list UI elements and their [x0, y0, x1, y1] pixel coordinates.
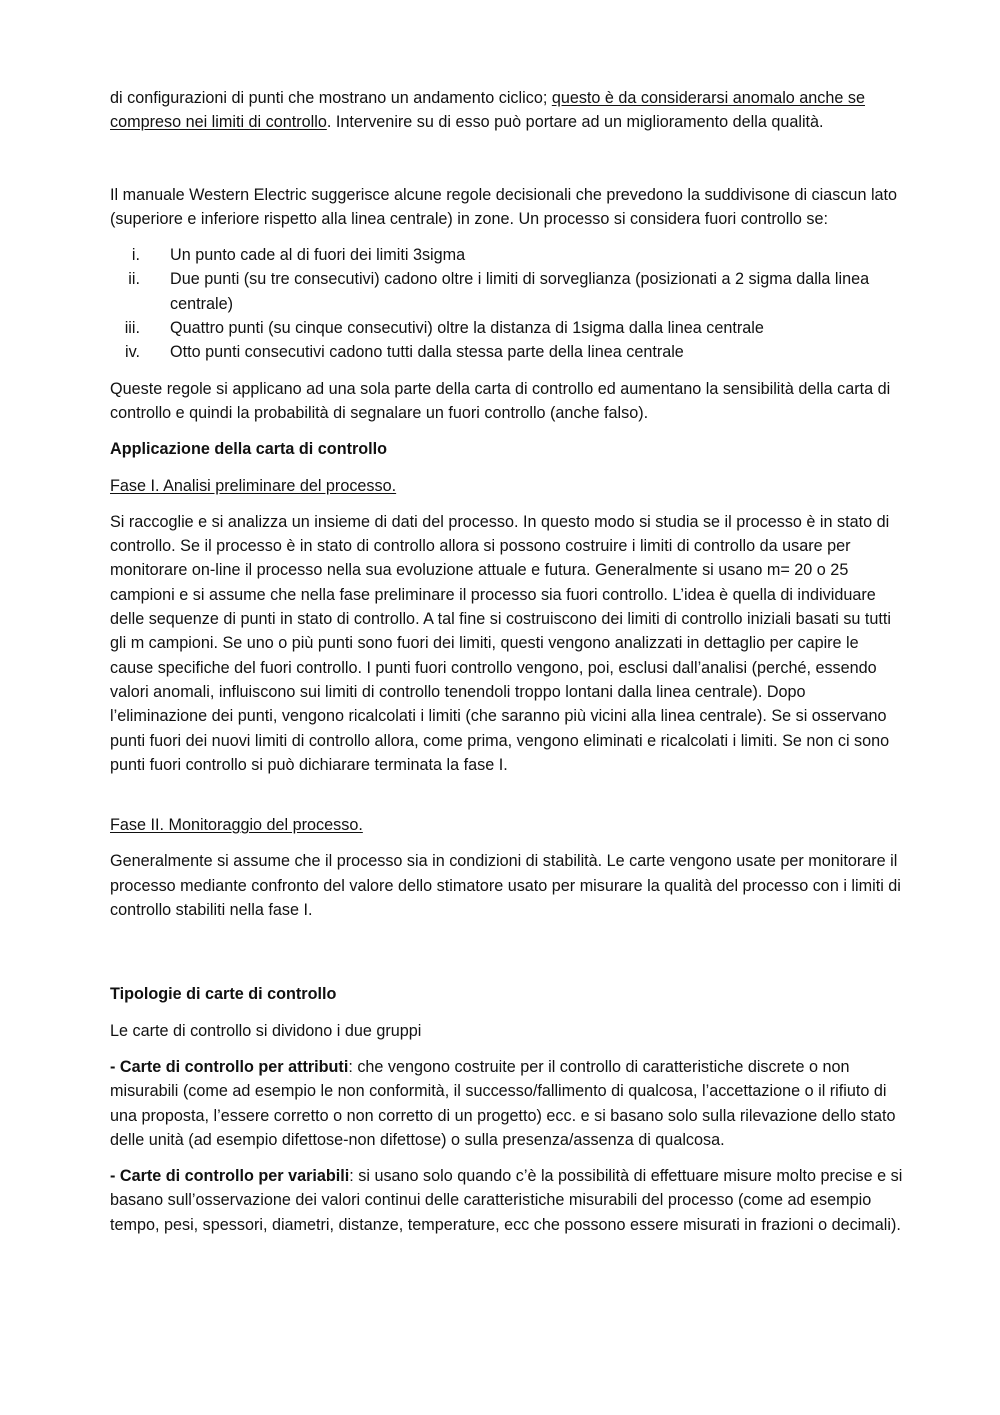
rules-list — [110, 243, 905, 364]
fase1-title: Fase I. Analisi preliminare del processo. — [110, 476, 397, 495]
document-page — [110, 86, 905, 1249]
rules-closing-paragraph: Queste regole si applicano ad una sola parte della carta di controllo ed aumentano la sensibilità della carta di controllo e quindi la probabilità di segnalare un fuori controllo (anche falso). — [110, 379, 891, 422]
attributi-paragraph — [110, 1055, 905, 1152]
intro-text-after: . Intervenire su di esso può portare ad un miglioramento della qualità. — [326, 113, 824, 132]
rule-item — [110, 316, 905, 340]
fase2-paragraph: Generalmente si assume che il processo sia in condizioni di stabilità. Le carte vengono usate per monitorare il processo mediante confronto del valore dello stimatore usato per misurare la qualità del processo con i limiti di controllo stabiliti nella fase I. — [110, 852, 901, 920]
applicazione-heading: Applicazione della carta di controllo — [110, 440, 388, 459]
fase2-title: Fase II. Monitoraggio del processo. — [110, 816, 363, 835]
rule-item — [110, 267, 905, 316]
tipologie-heading: Tipologie di carte di controllo — [110, 985, 337, 1004]
variabili-label: - Carte di controllo per variabili — [110, 1167, 350, 1186]
rule-text: Otto punti consecutivi cadono tutti dalla stessa parte della linea centrale — [170, 343, 684, 362]
rule-text: Quattro punti (su cinque consecutivi) oltre la distanza di 1sigma dalla linea centrale — [170, 319, 764, 338]
rule-item — [110, 243, 905, 267]
intro-paragraph — [110, 86, 905, 135]
rule-number: iii. — [124, 319, 140, 338]
rule-number: i. — [131, 246, 140, 265]
western-electric-paragraph: Il manuale Western Electric suggerisce alcune regole decisionali che prevedono la suddivisone di ciascun lato (superiore e inferiore rispetto alla linea centrale) in zone. Un processo si considera fuori controllo se: — [110, 185, 898, 228]
rule-text: Due punti (su tre consecutivi) cadono oltre i limiti di sorveglianza (posizionati a 2 sigma dalla linea centrale) — [170, 270, 870, 313]
rule-text: Un punto cade al di fuori dei limiti 3sigma — [170, 246, 466, 265]
intro-text-before: di configurazioni di punti che mostrano un andamento ciclico; — [110, 89, 552, 107]
attributi-label: - Carte di controllo per attributi — [110, 1057, 349, 1076]
variabili-text: : si usano solo quando c’è la possibilità di effettuare misure molto precise e si basano sull’osservazione dei valori continui delle caratteristiche misurabili del processo (come ad esempio tempo, pesi, spessori, diametri, distanze, temperature, ecc che possono essere misurati in frazioni o decimali). — [110, 1167, 903, 1234]
rule-number: ii. — [128, 270, 140, 289]
intro-underlined-text: questo è da considerarsi anomalo anche se compreso nei limiti di controllo — [110, 89, 865, 132]
attributi-text: : che vengono costruite per il controllo di caratteristiche discrete o non misurabili (come ad esempio le non conformità, il successo/fallimento di qualcosa, l’accettazione o il rifiuto di una proposta, l’essere corretto o non corretto di un progetto) ecc. e si basano solo sulla rilevazione dello stato delle unità (ad esempio difettose-non difettose) o sulla presenza/assenza di qualcosa. — [110, 1057, 896, 1149]
variabili-paragraph — [110, 1164, 905, 1237]
fase1-paragraph: Si raccoglie e si analizza un insieme di dati del processo. In questo modo si studia se il processo è in stato di controllo. Se il processo è in stato di controllo allora si possono costruire i limiti di controllo da usare per monitorare on-line il processo nella sua evoluzione attuale e futura. Generalmente si usano m= 20 o 25 campioni e si assume che nella fase preliminare il processo sia fuori controllo. L’idea è quella di individuare delle sequenze di punti in stato di controllo. A tal fine si costruiscono dei limiti di controllo iniziali basati su tutti gli m campioni. Se uno o più punti sono fuori dei limiti, questi vengono analizzati in dettaglio per capire le cause specifiche del fuori controllo. I punti fuori controllo vengono, poi, esclusi dall’analisi (perché, essendo valori anomali, influiscono sui limiti di controllo tenendoli troppo lontani dalla linea centrale). Dopo l’eliminazione dei punti, vengono ricalcolati i limiti (che saranno più vicini alla linea centrale). Se si osservano punti fuori dei nuovi limiti di controllo allora, come prima, vengono eliminati e ricalcolati i limiti. Se non ci sono punti fuori controllo si può dichiarare terminata la fase I. — [110, 512, 892, 774]
rule-item — [110, 340, 905, 364]
rule-number: iv. — [125, 343, 140, 362]
tipologie-intro: Le carte di controllo si dividono i due gruppi — [110, 1021, 422, 1040]
